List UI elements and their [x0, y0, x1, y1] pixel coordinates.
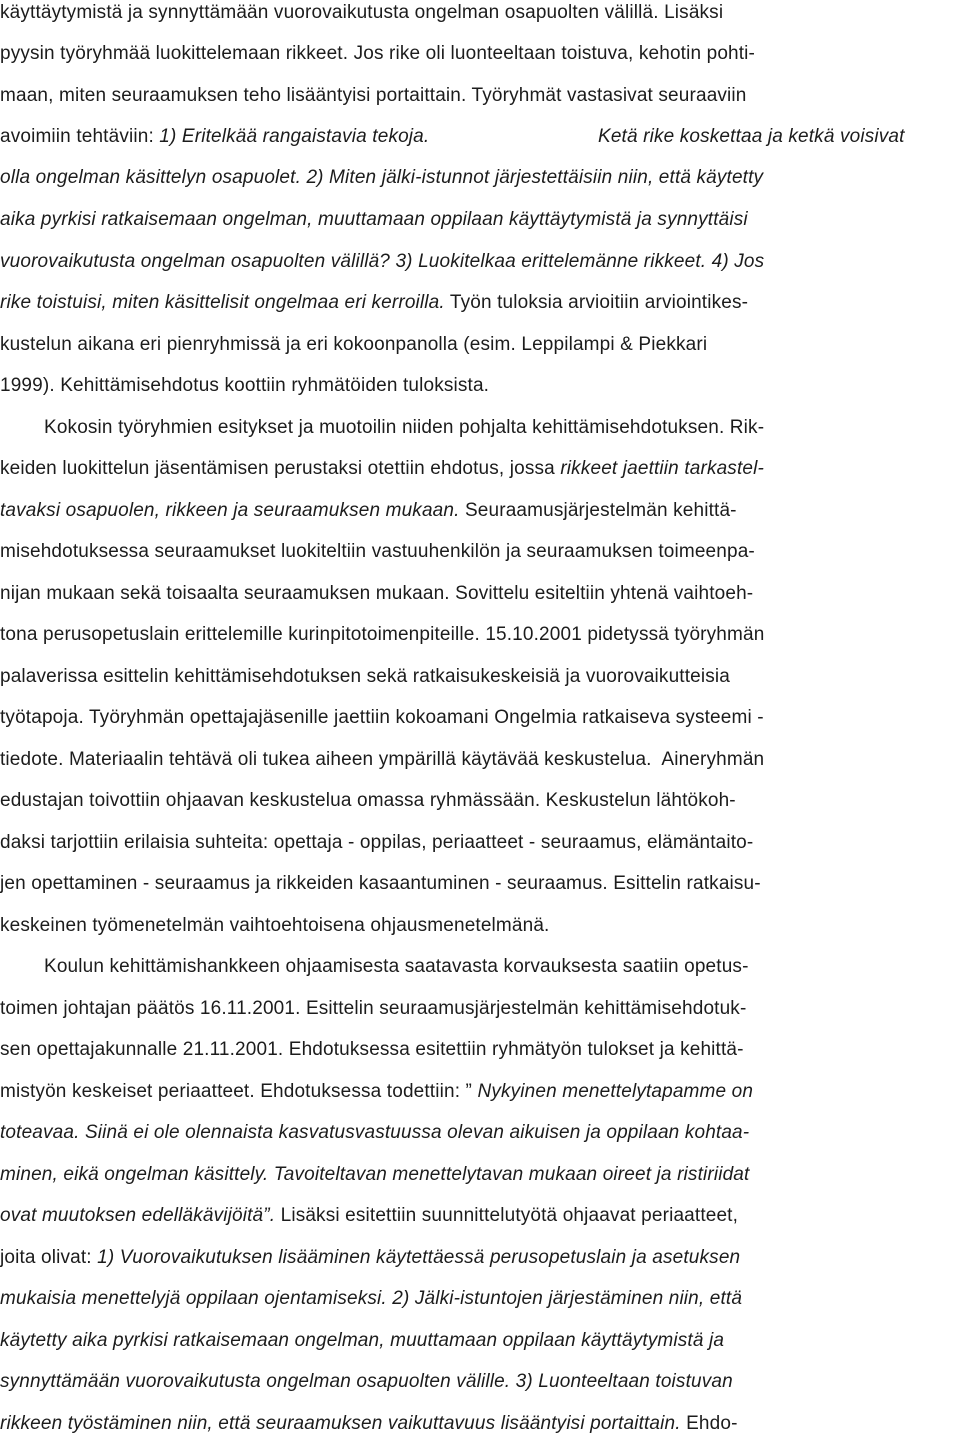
- italic-text: olla ongelman käsittelyn osapuolet.: [0, 167, 301, 188]
- text-line: [0, 166, 763, 190]
- text-line: [0, 789, 736, 813]
- italic-text: 1) Vuorovaikutuksen lisääminen käytettäessä perusopetuslain ja asetuksen: [97, 1247, 741, 1268]
- text-line: [0, 42, 755, 66]
- text-segment: mistyön keskeiset periaatteet. Ehdotuksessa todettiin: ”: [0, 1081, 478, 1102]
- text-segment: Työn tuloksia arvioitiin arviointikes-: [444, 292, 749, 313]
- text-line: [0, 1163, 749, 1187]
- italic-text: ovat muutoksen edelläkävijöitä”.: [0, 1205, 276, 1226]
- text-line: [0, 499, 737, 523]
- italic-text: mukaisia menettelyjä oppilaan ojentamiseksi. 2) Jälki-istuntojen järjestäminen niin, että: [0, 1288, 743, 1309]
- text-segment: maan, miten seuraamuksen teho lisääntyisi portaittain. Työryhmät vastasivat seuraaviin: [0, 85, 747, 106]
- text-segment: kustelun aikana eri pienryhmissä ja eri kokoonpanolla (esim. Leppilampi & Piekkari: [0, 334, 708, 355]
- text-line: [0, 250, 764, 274]
- text-line: [44, 955, 749, 979]
- text-line: [0, 831, 753, 855]
- italic-text: käytetty aika pyrkisi ratkaisemaan ongelman, muuttamaan oppilaan käyttäytymistä ja: [0, 1330, 725, 1351]
- text-segment: työtapoja. Työryhmän opettajajäsenille jaettiin kokoamani Ongelmia ratkaiseva systeemi -: [0, 707, 764, 728]
- text-line: [0, 1121, 749, 1145]
- text-line: [0, 1370, 733, 1394]
- text-segment: daksi tarjottiin erilaisia suhteita: opettaja - oppilas, periaatteet - seuraamus, elämäntaito-: [0, 832, 754, 853]
- text-segment: palaverissa esittelin kehittämisehdotuksen sekä ratkaisukeskeisiä ja vuorovaikutteisia: [0, 666, 730, 687]
- text-line: [0, 1329, 724, 1353]
- text-line: [598, 125, 905, 149]
- text-segment: Koulun kehittämishankkeen ohjaamisesta saatavasta korvauksesta saatiin opetus-: [44, 956, 749, 977]
- text-line: [0, 291, 748, 315]
- italic-text: Ketä rike koskettaa ja ketkä voisivat: [598, 126, 905, 147]
- text-segment: 1999). Kehittämisehdotus koottiin ryhmätöiden tuloksista.: [0, 375, 490, 396]
- text-line: [0, 1, 723, 25]
- italic-text: toteavaa. Siinä ei ole olennaista kasvatusvastuussa olevan aikuisen ja oppilaan kohtaa-: [0, 1122, 750, 1143]
- text-segment: käyttäytymistä ja synnyttämään vuorovaikutusta ongelman osapuolten välillä. Lisäksi: [0, 2, 724, 23]
- text-segment: tona perusopetuslain erittelemille kurinpitotoimenpiteille. 15.10.2001 pidetyssä työryhmän: [0, 624, 765, 645]
- text-line: [0, 1287, 742, 1311]
- text-segment: Lisäksi esitettiin suunnittelutyötä ohjaavat periaatteet,: [275, 1205, 739, 1226]
- italic-text: minen, eikä ongelman käsittely. Tavoiteltavan menettelytavan mukaan oireet ja ristiriidat: [0, 1164, 750, 1185]
- text-segment: edustajan toivottiin ohjaavan keskustelua omassa ryhmässään. Keskustelun lähtökoh-: [0, 790, 736, 811]
- text-line: [0, 540, 755, 564]
- italic-text: rike toistuisi, miten käsittelisit ongelmaa eri kerroilla.: [0, 292, 445, 313]
- text-line: [0, 1038, 744, 1062]
- italic-text: 2) Miten jälki-istunnot järjestettäisiin niin, että käytetty: [306, 167, 764, 188]
- text-segment: pyysin työryhmää luokittelemaan rikkeet. Jos rike oli luonteeltaan toistuva, kehotin pohti-: [0, 43, 756, 64]
- text-segment: Seuraamusjärjestelmän kehittä-: [459, 500, 737, 521]
- text-line: [0, 706, 764, 730]
- text-segment: toimen johtajan päätös 16.11.2001. Esittelin seuraamusjärjestelmän kehittämisehdotuk-: [0, 998, 747, 1019]
- text-line: [0, 623, 764, 647]
- italic-text: rikkeen työstäminen niin, että seuraamuksen vaikuttavuus lisääntyisi portaittain.: [0, 1413, 681, 1434]
- italic-text: Nykyinen menettelytapamme on: [477, 1081, 754, 1102]
- text-line: [0, 1246, 740, 1270]
- text-segment: keskeinen työmenetelmän vaihtoehtoisena ohjausmenetelmänä.: [0, 915, 550, 936]
- text-line: [0, 665, 730, 689]
- text-segment: joita olivat:: [0, 1247, 98, 1268]
- text-segment: nijan mukaan sekä toisaalta seuraamuksen mukaan. Sovittelu esiteltiin yhtenä vaihtoeh-: [0, 583, 754, 604]
- text-line: [0, 1080, 753, 1104]
- text-line: [0, 914, 550, 938]
- text-line: [0, 84, 747, 108]
- text-line: [0, 748, 764, 772]
- text-segment: sen opettajakunnalle 21.11.2001. Ehdotuksessa esitettiin ryhmätyön tulokset ja kehittä-: [0, 1039, 744, 1060]
- text-segment: Ehdo-: [680, 1413, 738, 1434]
- text-line: [0, 872, 761, 896]
- text-line: [0, 997, 746, 1021]
- text-line: [44, 416, 764, 440]
- italic-text: synnyttämään vuorovaikutusta ongelman osapuolten välille. 3) Luonteeltaan toistuvan: [0, 1371, 733, 1392]
- text-line: [0, 582, 753, 606]
- text-segment: Kokosin työryhmien esitykset ja muotoilin niiden pohjalta kehittämisehdotuksen. Rik-: [44, 417, 765, 438]
- italic-text: rikkeet jaettiin tarkastel-: [560, 458, 764, 479]
- italic-text: vuorovaikutusta ongelman osapuolten välillä? 3) Luokitelkaa erittelemänne rikkeet. 4) Jos: [0, 251, 765, 272]
- text-segment: jen opettaminen - seuraamus ja rikkeiden kasaantuminen - seuraamus. Esittelin ratkaisu-: [0, 873, 761, 894]
- italic-text: aika pyrkisi ratkaisemaan ongelman, muuttamaan oppilaan käyttäytymistä ja synnyttäisi: [0, 209, 748, 230]
- text-segment: keiden luokittelun jäsentämisen perustaksi otettiin ehdotus, jossa: [0, 458, 561, 479]
- text-line: [0, 457, 764, 481]
- text-line: [0, 374, 489, 398]
- text-segment: tiedote. Materiaalin tehtävä oli tukea aiheen ympärillä käytävää keskustelua. Aineryhmän: [0, 749, 765, 770]
- italic-text: tavaksi osapuolen, rikkeen ja seuraamuksen mukaan.: [0, 500, 460, 521]
- italic-text: 1) Eritelkää rangaistavia tekoja.: [159, 126, 430, 147]
- text-line: [0, 1412, 738, 1436]
- text-line: [0, 208, 748, 232]
- text-line: [0, 125, 429, 149]
- text-segment: avoimiin tehtäviin:: [0, 126, 160, 147]
- text-line: [0, 333, 707, 357]
- text-segment: misehdotuksessa seuraamukset luokiteltiin vastuuhenkilön ja seuraamuksen toimeenpa-: [0, 541, 755, 562]
- text-line: [0, 1204, 738, 1228]
